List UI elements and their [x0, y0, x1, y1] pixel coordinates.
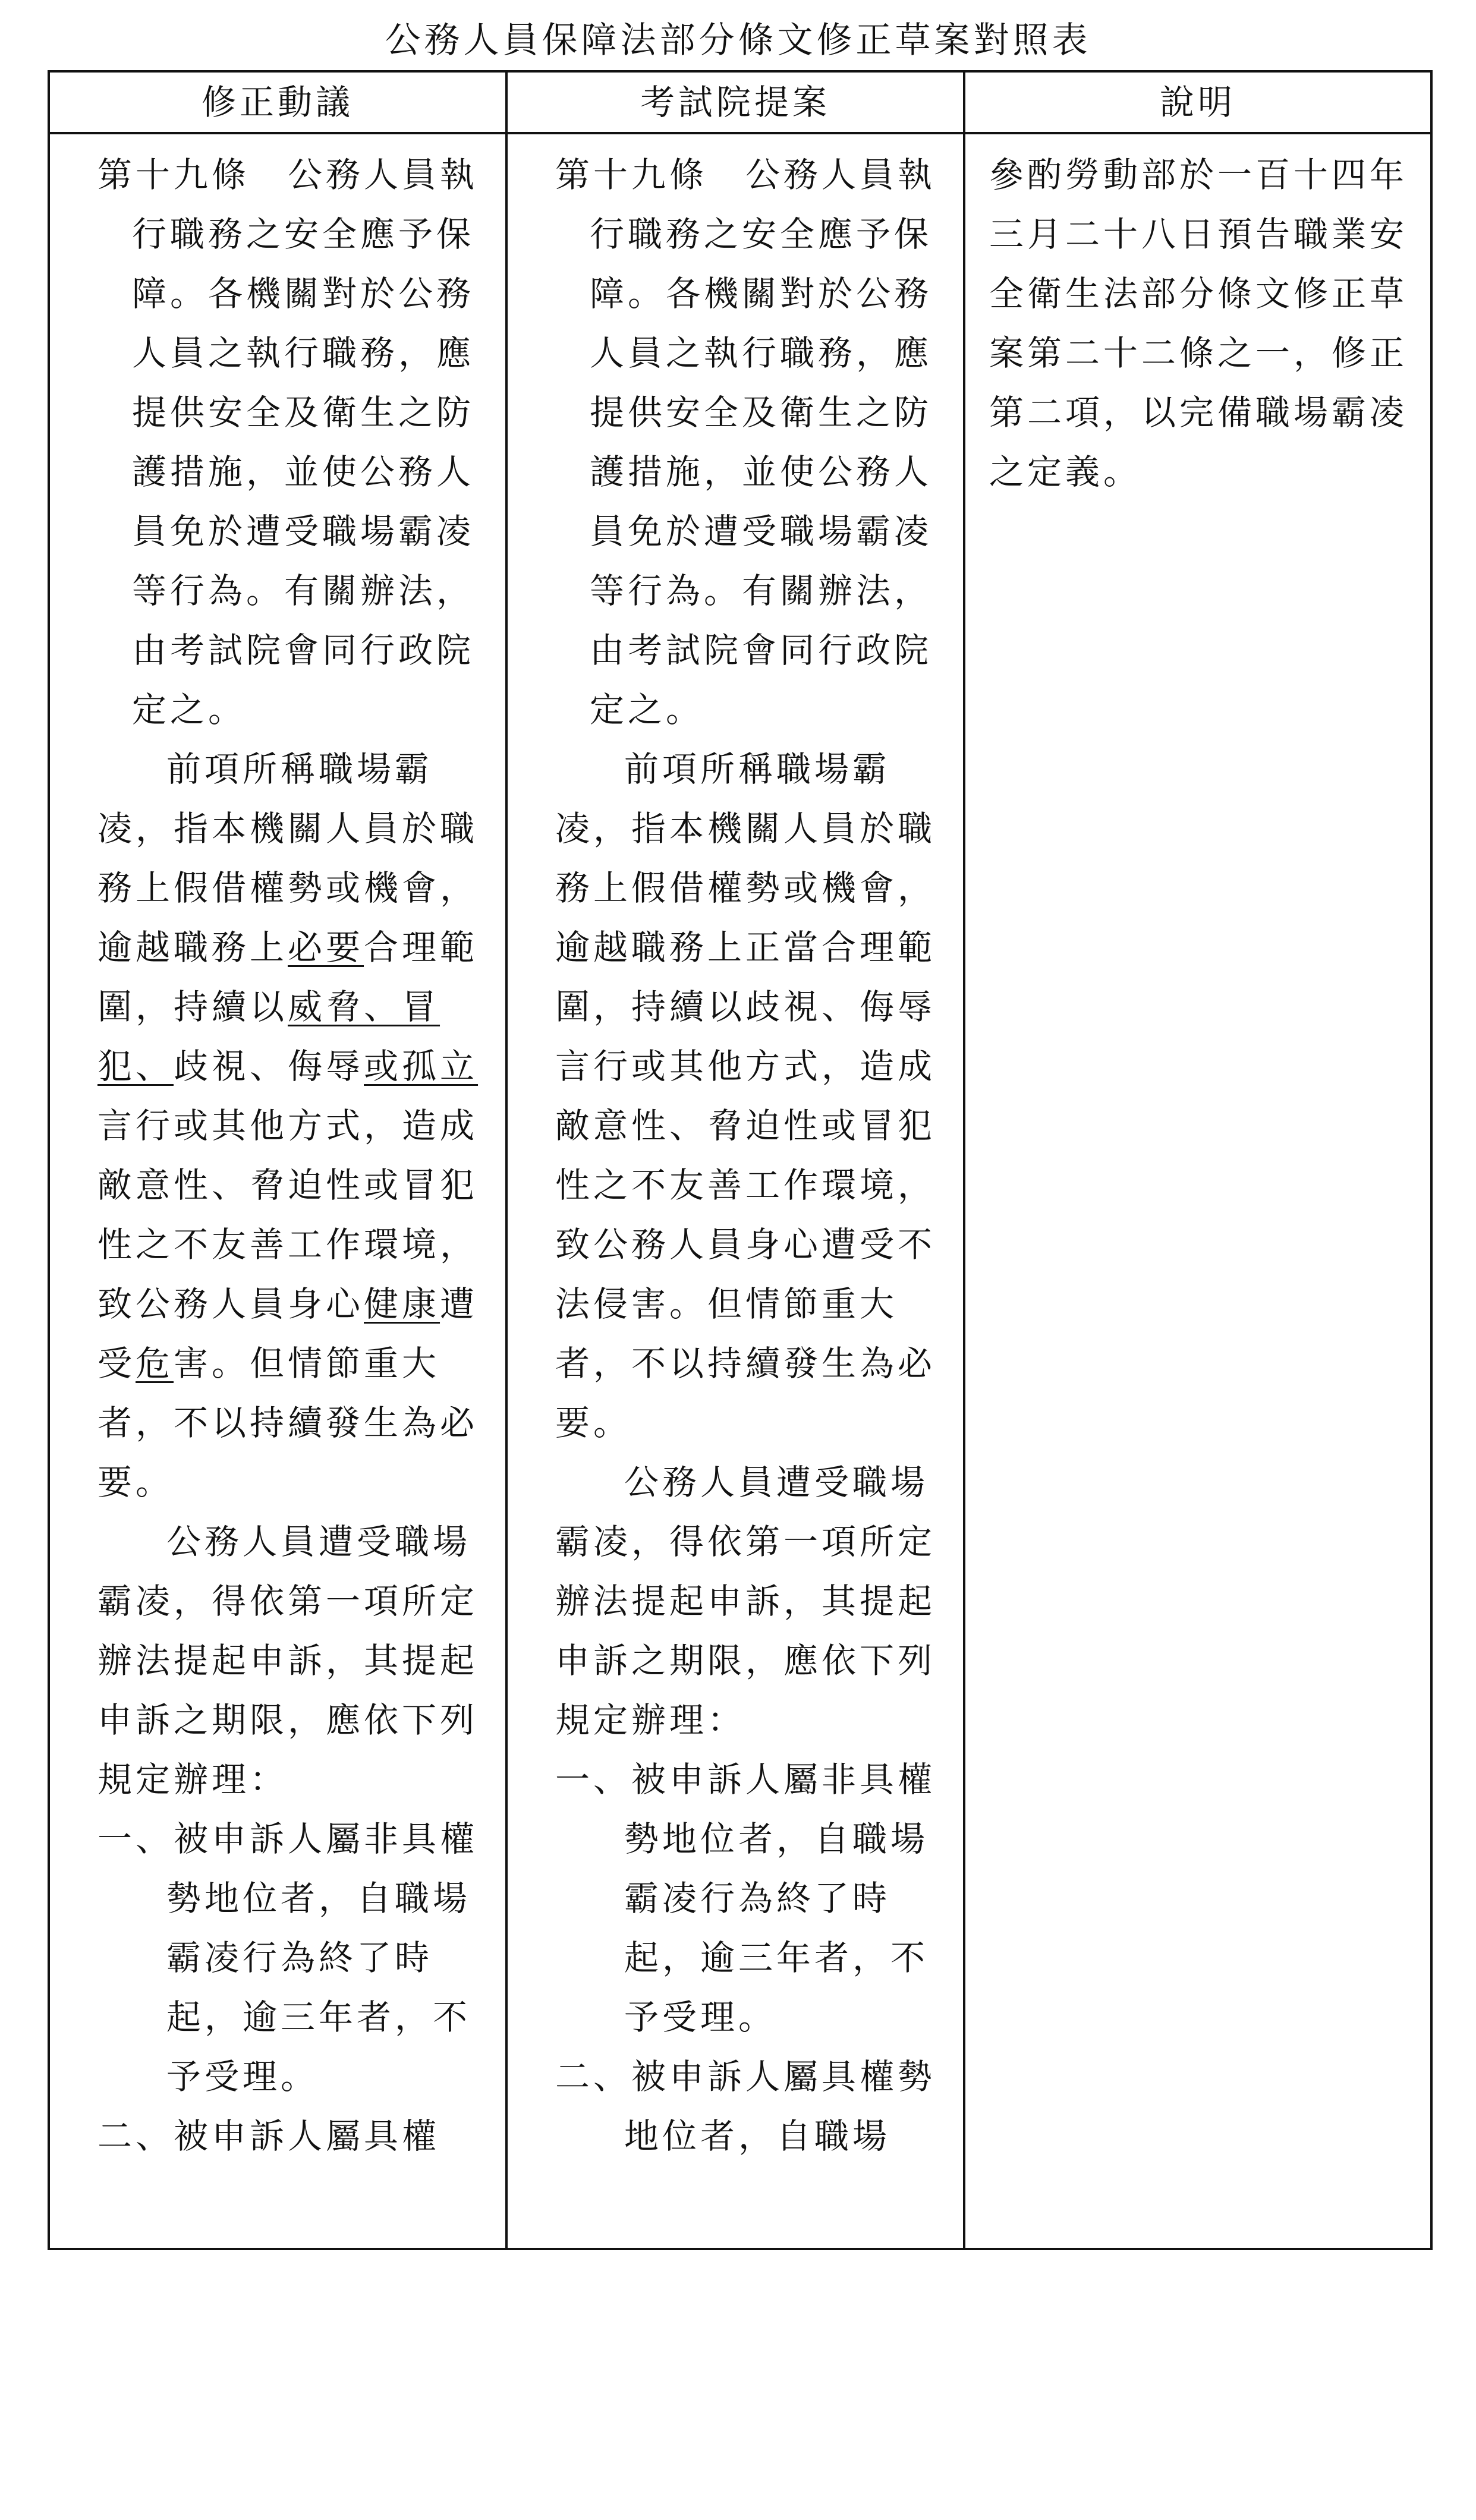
proposal-item-1: 一、被申訴人屬非具權勢地位者，自職場霸凌行為終了時起，逾三年者，不予受理。 [555, 1759, 936, 2037]
amendment-paragraph-3: 公務人員遭受職場霸凌，得依第一項所定辦法提起申訴，其提起申訴之期限，應依下列規定辦理： [97, 1522, 479, 1800]
comparison-table [48, 70, 1433, 2250]
amendment-text [50, 134, 505, 2166]
amendment-text-segment: 合理範圍，持續以 [97, 927, 479, 1027]
amendment-paragraph-1: 第十九條 公務人員執行職務之安全應予保障。各機關對於公務人員之執行職務，應提供安全及衛生之防護措施，並使公務人員免於遭受職場霸凌等行為。有關辦法，由考試院會同行政院定之。 [97, 155, 479, 730]
document-title: 公務人員保障法部分條文修正草案對照表 [385, 20, 1091, 61]
explanation-paragraph-1: 參酌勞動部於一百十四年三月二十八日預告職業安全衛生法部分條文修正草案第二十二條之一，修正第二項，以完備職場霸凌之定義。 [989, 155, 1408, 492]
amendment-underlined-segment: 健康 [364, 1284, 440, 1324]
proposal-paragraph-1: 第十九條 公務人員執行職務之安全應予保障。各機關對於公務人員之執行職務，應提供安全及衛生之防護措施，並使公務人員免於遭受職場霸凌等行為。有關辦法，由考試院會同行政院定之。 [555, 155, 936, 730]
header-amendment: 修正動議 [50, 73, 505, 134]
column-explanation [965, 73, 1430, 2248]
proposal-paragraph-3: 公務人員遭受職場霸凌，得依第一項所定辦法提起申訴，其提起申訴之期限，應依下列規定辦理： [555, 1462, 936, 1740]
proposal-item-2: 二、被申訴人屬具權勢地位者，自職場 [555, 2056, 936, 2156]
proposal-text [508, 134, 963, 2166]
amendment-text-segment: 遭受 [97, 1284, 479, 1384]
amendment-underlined-segment: 威脅、冒犯、 [97, 987, 440, 1086]
header-explanation: 說明 [965, 73, 1430, 134]
amendment-text-segment: 言行或其他方式，造成敵意性、脅迫性或冒犯性之不友善工作環境，致公務人員身心 [97, 1105, 479, 1324]
amendment-text-segment: 害。但情節重大者，不以持續發生為必要。 [97, 1343, 479, 1502]
amendment-item-1: 一、被申訴人屬非具權勢地位者，自職場霸凌行為終了時起，逾三年者，不予受理。 [97, 1819, 479, 2097]
amendment-underlined-segment: 危 [136, 1343, 174, 1384]
header-proposal: 考試院提案 [508, 73, 963, 134]
amendment-paragraph-2 [97, 739, 487, 1512]
amendment-text-segment: 前項所稱職場霸凌，指本機關人員於職務上假借權勢或機會，逾越職務上 [97, 749, 479, 968]
proposal-paragraph-2: 前項所稱職場霸凌，指本機關人員於職務上假借權勢或機會，逾越職務上正當合理範圍，持續以歧視、侮辱言行或其他方式，造成敵意性、脅迫性或冒犯性之不友善工作環境，致公務人員身心遭受不法侵害。但情節重大者，不以持續發生為必要。 [555, 749, 936, 1443]
amendment-item-2: 二、被申訴人屬具權 [97, 2116, 440, 2156]
column-amendment [50, 73, 508, 2248]
amendment-text-segment: 歧視、侮辱 [174, 1046, 364, 1086]
column-proposal [508, 73, 965, 2248]
explanation-text [965, 134, 1430, 502]
amendment-underlined-segment: 必要 [288, 927, 364, 968]
amendment-underlined-segment: 或孤立 [364, 1046, 479, 1086]
